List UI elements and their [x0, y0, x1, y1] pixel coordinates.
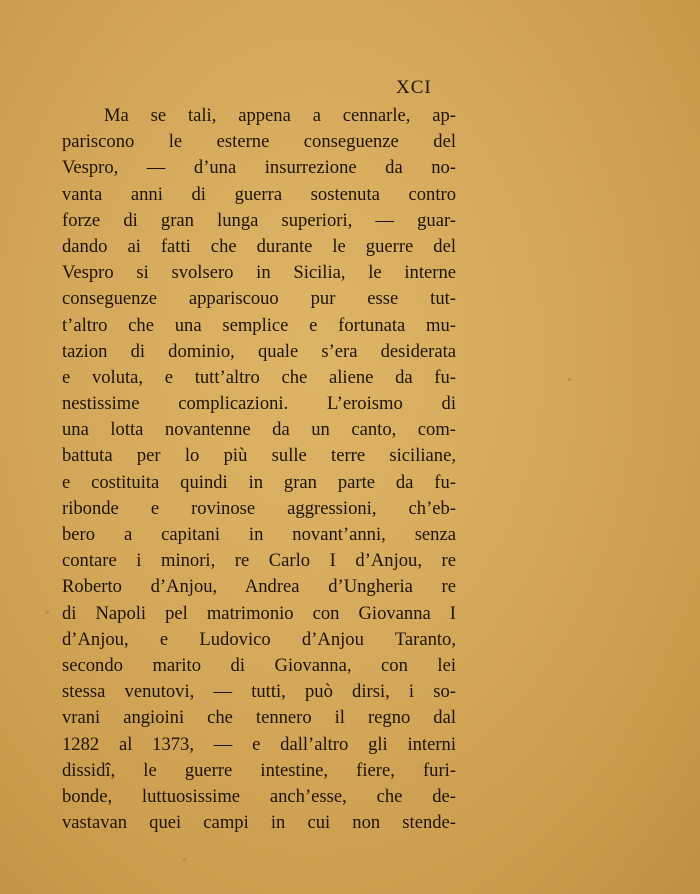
paper-speck [568, 378, 571, 381]
text-line: Vespro, — d’una insurrezione da no- [62, 157, 456, 179]
text-line: nestissime complicazioni. L’eroismo di [62, 393, 456, 415]
text-line: di Napoli pel matrimonio con Giovanna I [62, 602, 456, 624]
page-number: XCI [396, 77, 432, 98]
text-line: secondo marito di Giovanna, con lei [62, 654, 456, 676]
text-line: vanta anni di guerra sostenuta contro [62, 183, 456, 205]
text-line: stessa venutovi, — tutti, può dirsi, i so- [62, 681, 456, 703]
text-line: 1282 al 1373, — e dall’altro gli interni [62, 733, 456, 755]
text-line: e costituita quindi in gran parte da fu- [62, 471, 456, 493]
paper-speck [46, 611, 49, 614]
text-line: Roberto d’Anjou, Andrea d’Ungheria re [62, 576, 456, 598]
text-line: una lotta novantenne da un canto, com- [62, 419, 456, 441]
text-line: tazion di dominio, quale s’era desiderata [62, 340, 456, 362]
body-text [62, 103, 456, 836]
text-line: d’Anjou, e Ludovico d’Anjou Taranto, [62, 628, 456, 650]
text-line: Vespro si svolsero in Sicilia, le interne [62, 262, 456, 284]
text-line: Ma se tali, appena a cennarle, ap- [104, 105, 456, 126]
text-line: dissidî, le guerre intestine, fiere, furi- [62, 759, 456, 781]
text-line: bero a capitani in novant’anni, senza [62, 524, 456, 545]
text-line: vastavan quei campi in cui non stende- [62, 812, 456, 834]
text-line: conseguenze appariscouo pur esse tut- [62, 288, 456, 310]
text-line: contare i minori, re Carlo I d’Anjou, re [62, 550, 456, 572]
text-line: dando ai fatti che durante le guerre del [62, 235, 456, 257]
text-line: pariscono le esterne conseguenze del [62, 131, 456, 153]
text-line: forze di gran lunga superiori, — guar- [62, 209, 456, 231]
paper-speck [183, 858, 186, 861]
text-line: ribonde e rovinose aggressioni, ch’eb- [62, 497, 456, 519]
text-line: bonde, luttuosissime anch’esse, che de- [62, 785, 456, 807]
text-line: vrani angioini che tennero il regno dal [62, 707, 456, 729]
text-line: battuta per lo più sulle terre siciliane, [62, 445, 456, 467]
text-line: t’altro che una semplice e fortunata mu- [62, 314, 456, 336]
text-line: e voluta, e tutt’altro che aliene da fu- [62, 366, 456, 388]
